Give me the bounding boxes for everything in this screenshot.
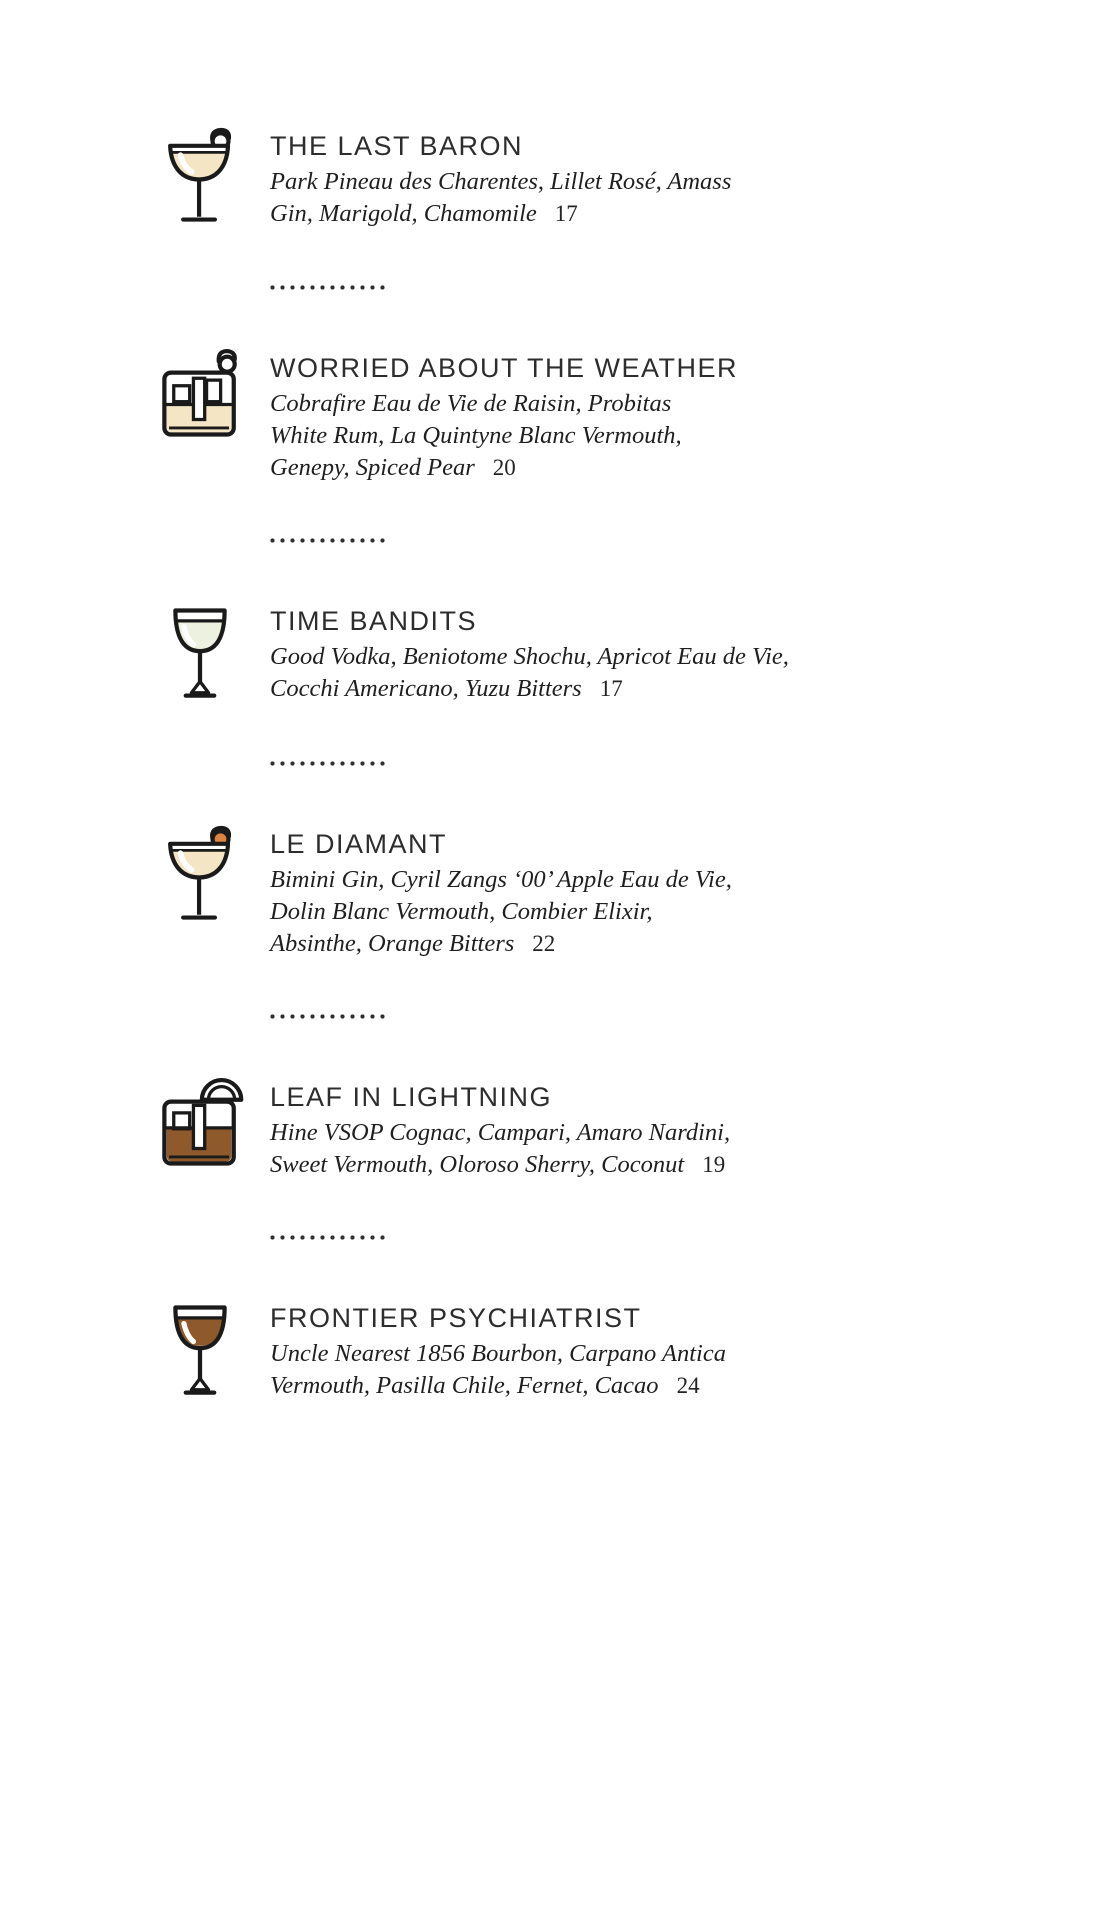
item-icon-column bbox=[130, 828, 270, 929]
rocks-glass-twist-icon bbox=[155, 348, 245, 446]
wine-glass-icon bbox=[162, 601, 238, 707]
description-line-text: Absinthe, Orange Bitters bbox=[270, 930, 515, 957]
dotted-separator bbox=[270, 538, 388, 543]
item-price: 19 bbox=[702, 1152, 726, 1177]
dotted-separator bbox=[270, 1235, 388, 1240]
item-title: THE LAST BARON bbox=[270, 131, 524, 161]
description-line: Good Vodka, Beniotome Shochu, Apricot Eau de Vie, bbox=[270, 643, 789, 670]
menu-item bbox=[130, 828, 1112, 960]
menu-item bbox=[130, 352, 1112, 484]
item-description bbox=[270, 864, 732, 960]
description-line: Bimini Gin, Cyril Zangs ‘00’ Apple Eau de Vie, bbox=[270, 866, 732, 893]
description-line: Uncle Nearest 1856 Bourbon, Carpano Antica bbox=[270, 1340, 726, 1367]
description-line-text: Gin, Marigold, Chamomile bbox=[270, 200, 537, 227]
item-title: LE DIAMANT bbox=[270, 829, 448, 859]
description-line bbox=[270, 1149, 730, 1181]
item-title: LEAF IN LIGHTNING bbox=[270, 1082, 553, 1112]
menu-item bbox=[130, 130, 1112, 231]
item-title: WORRIED ABOUT THE WEATHER bbox=[270, 353, 739, 383]
item-price: 17 bbox=[554, 201, 578, 226]
description-line bbox=[270, 673, 789, 705]
item-description bbox=[270, 388, 738, 484]
dotted-separator bbox=[270, 285, 388, 290]
item-title: FRONTIER PSYCHIATRIST bbox=[270, 1303, 642, 1333]
item-description bbox=[270, 1117, 730, 1181]
description-line: Park Pineau des Charentes, Lillet Rosé, Amass bbox=[270, 168, 732, 195]
item-icon-column bbox=[130, 352, 270, 446]
rocks-glass-orange-slice-icon bbox=[155, 1077, 245, 1175]
description-line: Cobrafire Eau de Vie de Raisin, Probitas bbox=[270, 390, 672, 417]
description-line bbox=[270, 452, 738, 484]
item-description bbox=[270, 641, 789, 705]
description-line: White Rum, La Quintyne Blanc Vermouth, bbox=[270, 422, 682, 449]
description-line-text: Genepy, Spiced Pear bbox=[270, 454, 475, 481]
description-line: Hine VSOP Cognac, Campari, Amaro Nardini, bbox=[270, 1119, 731, 1146]
item-price: 24 bbox=[676, 1373, 700, 1398]
description-line bbox=[270, 198, 731, 230]
item-description bbox=[270, 1338, 726, 1402]
coupe-glass-twist-icon bbox=[158, 126, 242, 231]
item-icon-column bbox=[130, 1302, 270, 1404]
wine-glass-icon bbox=[162, 1298, 238, 1404]
menu-item bbox=[130, 605, 1112, 707]
item-title: TIME BANDITS bbox=[270, 606, 478, 636]
description-line-text: Cocchi Americano, Yuzu Bitters bbox=[270, 675, 582, 702]
item-price: 20 bbox=[492, 455, 516, 480]
description-line bbox=[270, 1370, 726, 1402]
item-price: 22 bbox=[532, 931, 556, 956]
item-description bbox=[270, 166, 731, 230]
item-icon-column bbox=[130, 1081, 270, 1175]
description-line-text: Sweet Vermouth, Oloroso Sherry, Coconut bbox=[270, 1151, 685, 1178]
description-line-text: Vermouth, Pasilla Chile, Fernet, Cacao bbox=[270, 1372, 659, 1399]
item-icon-column bbox=[130, 605, 270, 707]
item-icon-column bbox=[130, 130, 270, 231]
item-price: 17 bbox=[599, 676, 623, 701]
description-line: Dolin Blanc Vermouth, Combier Elixir, bbox=[270, 898, 653, 925]
description-line bbox=[270, 928, 732, 960]
menu-item bbox=[130, 1081, 1112, 1181]
dotted-separator bbox=[270, 1014, 388, 1019]
menu-item bbox=[130, 1302, 1112, 1404]
dotted-separator bbox=[270, 761, 388, 766]
coupe-glass-orange-twist-icon bbox=[158, 824, 242, 929]
